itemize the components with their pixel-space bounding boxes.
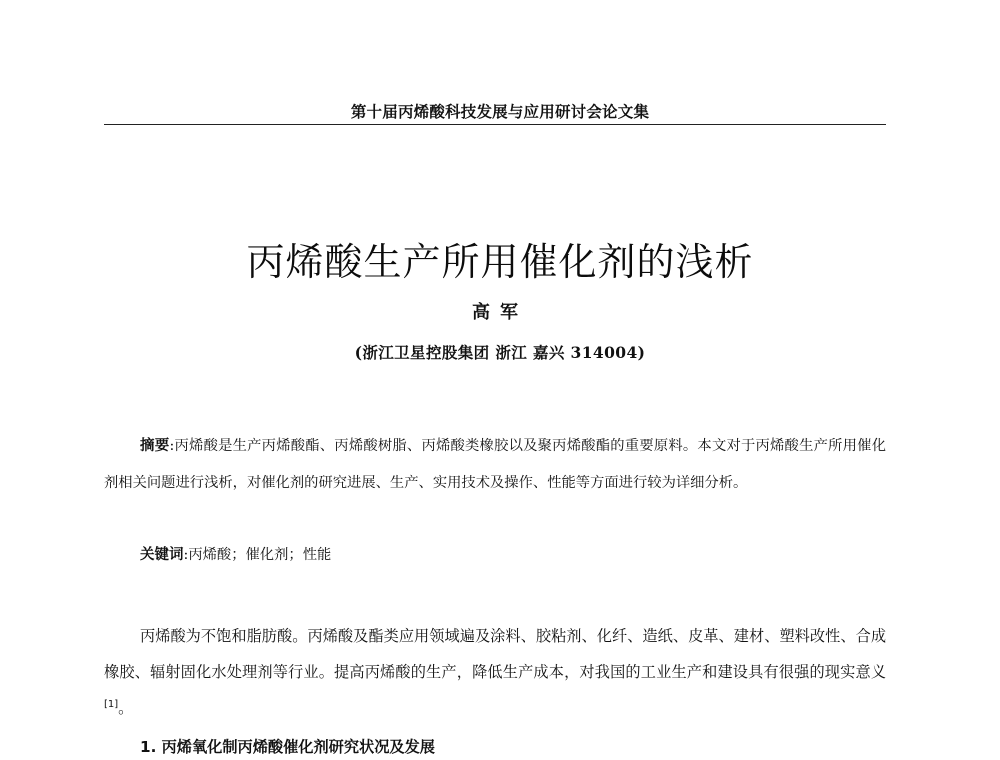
intro-paragraph	[104, 618, 886, 726]
author-name: 高军	[472, 302, 528, 323]
abstract-paragraph	[104, 428, 886, 502]
keywords-line	[140, 541, 331, 569]
author-affiliation: (浙江卫星控股集团 浙江 嘉兴 314004)	[354, 343, 646, 362]
abstract-label-separator: :	[169, 438, 175, 454]
section-heading: 1. 丙烯氧化制丙烯酸催化剂研究状况及发展	[140, 738, 435, 756]
paper-title: 丙烯酸生产所用催化剂的浅析	[246, 240, 754, 284]
abstract-label: 摘要	[140, 438, 170, 454]
keywords-label-separator: :	[183, 547, 189, 563]
running-header: 第十届丙烯酸科技发展与应用研讨会论文集	[350, 103, 650, 121]
abstract-text: 丙烯酸是生产丙烯酸酯、丙烯酸树脂、丙烯酸类橡胶以及聚丙烯酸酯的重要原料。本文对于丙烯酸生产所用催化剂相关问题进行浅析，对催化剂的研究进展、生产、实用技术及操作、性能等方面进行较为详细分析。	[104, 438, 887, 491]
intro-end-mark: 。	[118, 699, 134, 717]
citation-marker[interactable]: [1]	[104, 698, 119, 710]
intro-text: 丙烯酸为不饱和脂肪酸。丙烯酸及酯类应用领域遍及涂料、胶粘剂、化纤、造纸、皮革、建材、塑料改性、合成橡胶、辐射固化水处理剂等行业。提高丙烯酸的生产，降低生产成本，对我国的工业生产和建设具有很强的现实意义	[104, 627, 886, 681]
keywords-text: 丙烯酸；催化剂；性能	[188, 547, 332, 563]
keywords-label: 关键词	[140, 547, 184, 563]
header-rule	[104, 124, 886, 125]
